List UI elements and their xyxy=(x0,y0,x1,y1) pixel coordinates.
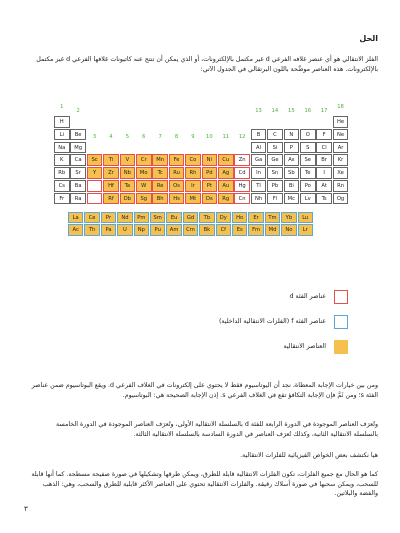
element-cell: Ba xyxy=(70,180,86,192)
element-cell: Fr xyxy=(54,193,70,205)
element-cell: Md xyxy=(265,224,281,236)
element-cell: Np xyxy=(134,224,150,236)
series-paragraph: وتُعرَف العناصر الموجودة في الدورة الرابعة للفئة d بالسلسلة الانتقالية الأولى، وتُعرَف العناصر الموجودة في الدورة الخامسة بالسلسلة الانتقالية الثانية، وكذلك تُعرَف العناصر في الدورة السادسة بالسلسلة الانتقالية الثالثة. xyxy=(55,421,378,438)
element-cell: I xyxy=(316,167,332,179)
element-cell: Xe xyxy=(333,167,349,179)
element-cell: H xyxy=(54,116,70,128)
group-number: 18 xyxy=(337,104,344,110)
element-cell: Ds xyxy=(202,193,218,205)
element-cell: As xyxy=(284,154,300,166)
element-cell xyxy=(87,193,103,205)
transition-swatch xyxy=(334,340,348,354)
legend-f-block-label: عناصر الفئة f (الفلزات الانتقالية الداخلية) xyxy=(218,318,326,325)
properties-intro: هيا نكتشف بعض الخواص الفيزيائية للفلزات الانتقالية. xyxy=(240,452,378,459)
element-cell: Pb xyxy=(267,180,283,192)
element-cell: Sg xyxy=(136,193,152,205)
group-number: 8 xyxy=(174,133,179,140)
element-cell: F xyxy=(316,129,332,141)
element-cell: Ga xyxy=(251,154,267,166)
element-cell: Rb xyxy=(54,167,70,179)
element-cell: Lr xyxy=(298,224,314,236)
element-cell: Yb xyxy=(281,212,297,224)
group-number: 17 xyxy=(320,108,328,115)
element-cell: Sc xyxy=(87,154,103,166)
element-cell: Y xyxy=(87,167,103,179)
element-cell: Sm xyxy=(150,212,166,224)
element-cell: C xyxy=(267,129,283,141)
element-cell: Ge xyxy=(267,154,283,166)
element-cell: La xyxy=(68,212,84,224)
group-number: 1 xyxy=(60,104,64,110)
element-cell: At xyxy=(316,180,332,192)
intro-paragraph: الفلز الانتقالي هو أي عنصر غلافه الفرعي d غير مكتمل بالإلكترونات، أو الذي يمكن أن تنتج عنه كاتيونات غلافها الفرعي d غير مكتمل بالإلكترونات. هذه العناصر موضَّحة باللون البرتقالي في الجدول الآتي: xyxy=(36,56,378,73)
element-cell: Hf xyxy=(103,180,119,192)
group-number: 13 xyxy=(255,108,262,115)
element-cell: Be xyxy=(70,129,86,141)
element-cell: Zr xyxy=(103,167,119,179)
element-cell: Cf xyxy=(216,224,232,236)
element-cell: Nh xyxy=(251,193,267,205)
element-cell: Rg xyxy=(218,193,234,205)
element-cell: Pr xyxy=(101,212,117,224)
element-cell: W xyxy=(136,180,152,192)
group-number: 2 xyxy=(76,108,80,115)
element-cell: Ho xyxy=(232,212,248,224)
element-cell: Mn xyxy=(152,154,168,166)
group-number: 14 xyxy=(271,108,279,115)
element-cell: Ne xyxy=(333,129,349,141)
element-cell: Si xyxy=(267,142,283,154)
element-cell: Cs xyxy=(54,180,70,192)
element-cell: Br xyxy=(316,154,332,166)
element-cell: O xyxy=(300,129,316,141)
element-cell: Mo xyxy=(136,167,152,179)
element-cell: Sb xyxy=(284,167,300,179)
page-number: ٣ xyxy=(24,505,28,513)
element-cell: Tl xyxy=(251,180,267,192)
element-cell: Og xyxy=(333,193,349,205)
element-cell: In xyxy=(251,167,267,179)
element-cell xyxy=(87,180,103,192)
element-cell: B xyxy=(251,129,267,141)
element-cell: Ts xyxy=(316,193,332,205)
element-cell: Db xyxy=(120,193,136,205)
element-cell: Cr xyxy=(136,154,152,166)
element-cell: Nb xyxy=(120,167,136,179)
element-cell: P xyxy=(284,142,300,154)
legend-transition xyxy=(48,340,348,358)
element-cell: Fe xyxy=(169,154,185,166)
element-cell: Cd xyxy=(234,167,250,179)
element-cell: Re xyxy=(152,180,168,192)
group-number: 4 xyxy=(109,133,113,140)
periodic-table xyxy=(54,104,350,284)
group-number: 5 xyxy=(125,133,129,140)
element-cell: Cm xyxy=(183,224,199,236)
element-cell: S xyxy=(300,142,316,154)
element-cell: Rf xyxy=(103,193,119,205)
element-cell: Tm xyxy=(265,212,281,224)
page-heading: الحل xyxy=(359,34,378,43)
element-cell: Nd xyxy=(117,212,133,224)
element-cell: Na xyxy=(54,142,70,154)
element-cell: N xyxy=(284,129,300,141)
element-cell: Fm xyxy=(248,224,264,236)
element-cell: Bh xyxy=(152,193,168,205)
group-number: 10 xyxy=(206,133,213,140)
element-cell: Rh xyxy=(185,167,201,179)
element-cell: Pm xyxy=(134,212,150,224)
element-cell: Hg xyxy=(234,180,250,192)
element-cell: Au xyxy=(218,180,234,192)
element-cell: Ra xyxy=(70,193,86,205)
element-cell: Tb xyxy=(199,212,215,224)
element-cell: Pd xyxy=(202,167,218,179)
element-cell: Ar xyxy=(333,142,349,154)
element-cell: Bk xyxy=(199,224,215,236)
element-cell: Rn xyxy=(333,180,349,192)
element-cell: Am xyxy=(166,224,182,236)
element-cell: Ca xyxy=(70,154,86,166)
element-cell: Mc xyxy=(284,193,300,205)
element-cell: Ta xyxy=(120,180,136,192)
element-cell: No xyxy=(281,224,297,236)
answer-paragraph: ومن بين خيارات الإجابة المعطاة، نجد أن اليوتاسيوم فقط لا يحتوي على إلكترونات في الغلاف الفرعي d. ويقع البوتاسيوم ضمن عناصر الفئة s؛ ومن ثَمَّ فإن الإجابة التكافؤ تقع في الغلاف الفرعي s. إذن الإجابة الصحيحة هي: البوتاسيوم. xyxy=(31,382,378,399)
element-cell: Cl xyxy=(316,142,332,154)
element-cell: Ti xyxy=(103,154,119,166)
element-cell: Lu xyxy=(298,212,314,224)
group-number: 15 xyxy=(288,108,295,115)
element-cell: Fl xyxy=(267,193,283,205)
element-cell: Te xyxy=(300,167,316,179)
group-number: 9 xyxy=(191,133,195,140)
element-cell: Cu xyxy=(218,154,234,166)
legend-d-block-label: عناصر الفئة d xyxy=(289,293,326,300)
element-cell: Pt xyxy=(202,180,218,192)
element-cell: U xyxy=(117,224,133,236)
element-cell: Mt xyxy=(185,193,201,205)
element-cell: Ac xyxy=(68,224,84,236)
element-cell: Pu xyxy=(150,224,166,236)
element-cell: Er xyxy=(248,212,264,224)
element-cell: Lv xyxy=(300,193,316,205)
group-number: 12 xyxy=(238,133,246,140)
element-cell: Os xyxy=(169,180,185,192)
d-block-swatch xyxy=(334,290,348,304)
malleability-paragraph: كما هو الحال مع جميع الفلزات، تكون الفلزات الانتقالية قابلة للطرق، ويمكن طرقها وتشكيلها في صورة صفيحة مسطحة. كما أنها قابلة للسحب، ويمكن سحبها في صورة أسلاك رقيقة. والفلزات الانتقالية تحتوي على العناصر الأكثر قابلية للطرق والسحب، وهي: الذهب والفضة والبلاتين. xyxy=(31,471,378,497)
element-cell: Kr xyxy=(333,154,349,166)
element-cell: He xyxy=(333,116,349,128)
element-cell: Ce xyxy=(84,212,100,224)
element-cell: Th xyxy=(84,224,100,236)
group-number: 16 xyxy=(304,108,312,115)
element-cell: Co xyxy=(185,154,201,166)
element-cell: Pa xyxy=(101,224,117,236)
element-cell: Ir xyxy=(185,180,201,192)
legend-f-block xyxy=(48,315,348,333)
element-cell: Es xyxy=(232,224,248,236)
f-block-swatch xyxy=(334,315,348,329)
legend-d-block xyxy=(48,290,348,308)
element-cell: Ru xyxy=(169,167,185,179)
legend-transition-label: العناصر الانتقالية xyxy=(283,343,326,350)
element-cell: Po xyxy=(300,180,316,192)
element-cell: Mg xyxy=(70,142,86,154)
element-cell: Cn xyxy=(234,193,250,205)
element-cell: Dy xyxy=(216,212,232,224)
element-cell: Li xyxy=(54,129,70,141)
element-cell: Hs xyxy=(169,193,185,205)
group-number: 3 xyxy=(92,133,97,140)
group-number: 6 xyxy=(142,133,146,140)
element-cell: Gd xyxy=(183,212,199,224)
element-cell: Sr xyxy=(70,167,86,179)
element-cell: Zn xyxy=(234,154,250,166)
element-cell: Al xyxy=(251,142,267,154)
group-number: 11 xyxy=(222,133,230,140)
element-cell: Ag xyxy=(218,167,234,179)
element-cell: Ni xyxy=(202,154,218,166)
element-cell: Se xyxy=(300,154,316,166)
element-cell: Eu xyxy=(166,212,182,224)
element-cell: Bi xyxy=(284,180,300,192)
group-number: 7 xyxy=(158,133,162,140)
element-cell: Sn xyxy=(267,167,283,179)
element-cell: Tc xyxy=(152,167,168,179)
element-cell: V xyxy=(120,154,136,166)
element-cell: K xyxy=(54,154,70,166)
